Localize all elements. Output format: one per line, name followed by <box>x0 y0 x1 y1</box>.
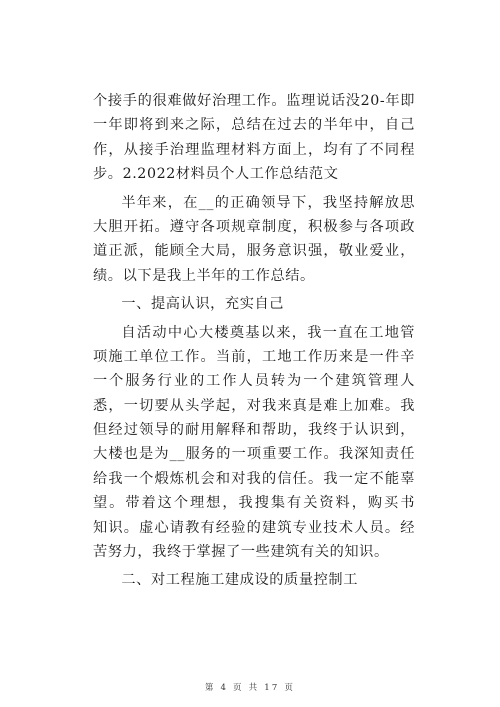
text-line: 大楼也是为__服务的一项重要工作。我深知责任 <box>93 446 415 463</box>
text-line: 知识。虚心请教有经验的建筑专业技术人员。经 <box>93 519 415 536</box>
text-line: 一个服务行业的工作人员转为一个建筑管理人 <box>93 373 415 390</box>
paragraph-2 <box>93 191 415 289</box>
text-line: 大胆开拓。遵守各项规章制度，积极参与各项政 <box>93 218 415 235</box>
text-line: 一年即将到来之际，总结在过去的半年中，自己 <box>93 117 415 134</box>
document-body <box>93 89 415 593</box>
text-line: 半年来，在__的正确领导下，我坚持解放思 <box>121 194 415 211</box>
text-line: 望。带着这个理想，我搜集有关资料，购买书 <box>93 495 415 512</box>
text-line: 给我一个煅炼机会和对我的信任。我一定不能辜 <box>93 470 415 487</box>
text-line: 作，从接手治理监理材料方面上，均有了不同程 <box>93 141 415 158</box>
section-heading-1: 一、提高认识，充实自己 <box>121 296 285 313</box>
text-line: 道正派，能顾全大局，服务意识强，敬业爱业， <box>93 243 415 260</box>
paragraph-1 <box>93 89 415 187</box>
text-line: 绩。以下是我上半年的工作总结。 <box>93 267 315 284</box>
text-line: 但经过领导的耐用解释和帮助，我终于认识到， <box>93 422 415 439</box>
paragraph-3 <box>93 321 415 565</box>
text-line: 悉，一切要从头学起，对我来真是难上加难。我 <box>93 397 415 414</box>
text-line: 个接手的很难做好治理工作。监理说话没20-年即 <box>93 93 415 109</box>
page-footer: 第 4 页 共 17 页 <box>204 683 296 693</box>
text-line: 自活动中心大楼奠基以来，我一直在工地管 <box>121 324 415 341</box>
text-line: 项施工单位工作。当前，工地工作历来是一件辛 <box>93 348 415 365</box>
section-heading-2: 二、对工程施工建成设的质量控制工 <box>121 572 358 589</box>
text-line: 苦努力，我终于掌握了一些建筑有关的知识。 <box>93 544 389 561</box>
text-line: 步。2.2022材料员个人工作总结范文 <box>93 166 339 183</box>
